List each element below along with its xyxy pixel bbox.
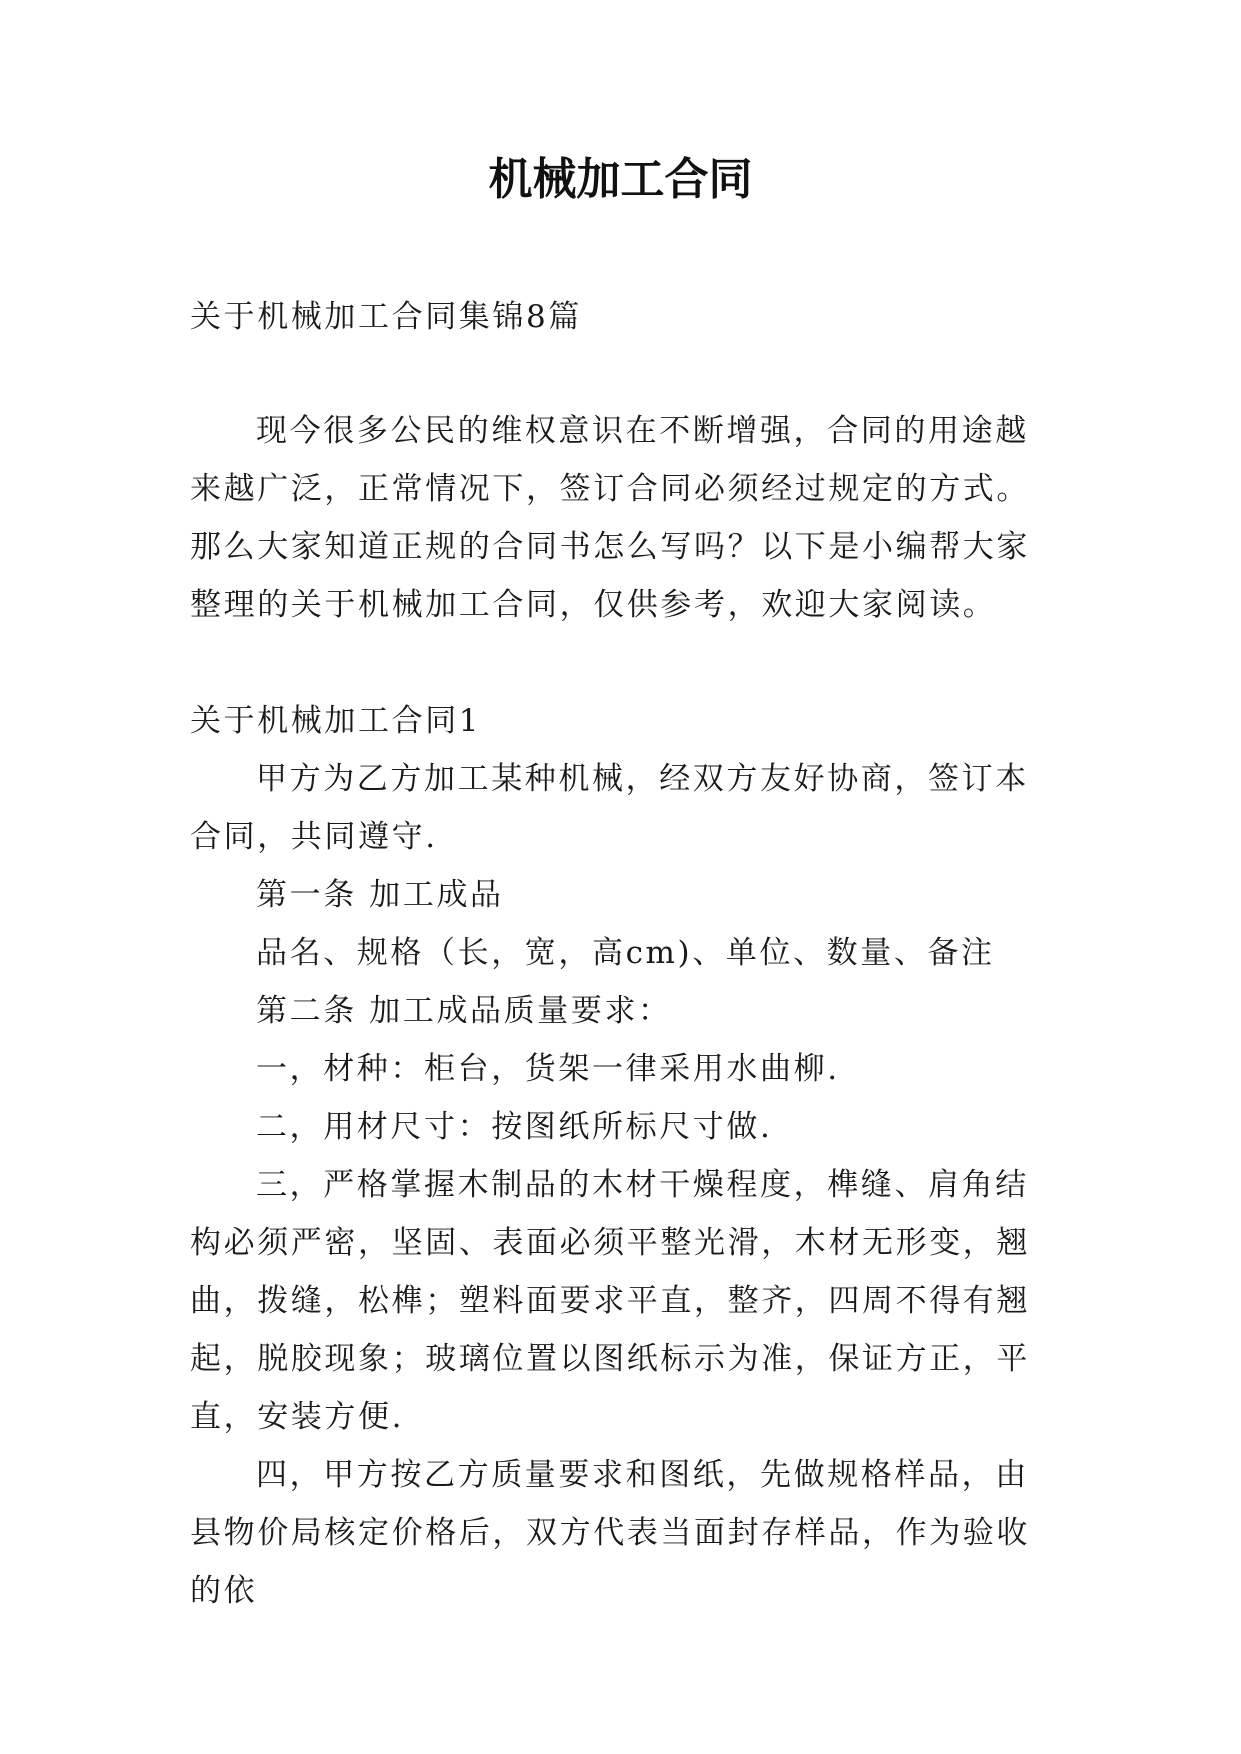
- spacer: [190, 346, 1062, 402]
- paragraph: 品名、规格（长，宽，高cm)、单位、数量、备注: [256, 935, 995, 971]
- paragraph: 甲方为乙方加工某种机械，经双方友好协商，签订本合同，共同遵守.: [190, 761, 1029, 855]
- intro-paragraph: 现今很多公民的维权意识在不断增强，合同的用途越来越广泛，正常情况下，签订合同必须经过规定的方式。那么大家知道正规的合同书怎么写吗？以下是小编帮大家整理的关于机械加工合同，仅供参考，欢迎大家阅读。: [190, 413, 1030, 623]
- paragraph: 二，用材尺寸：按图纸所标尺寸做.: [256, 1109, 773, 1145]
- paragraph: 一，材种：柜台，货架一律采用水曲柳.: [256, 1051, 840, 1087]
- section-heading: 关于机械加工合同1: [190, 703, 482, 739]
- document-body: [190, 288, 1062, 1620]
- subtitle: 关于机械加工合同集锦8篇: [190, 299, 582, 335]
- document-title: 机械加工合同: [488, 154, 753, 205]
- paragraph: 四，甲方按乙方质量要求和图纸，先做规格样品，由县物价局核定价格后，双方代表当面封存样品，作为验收的依: [190, 1457, 1030, 1609]
- spacer: [190, 634, 1062, 692]
- article-heading: 第一条 加工成品: [256, 877, 504, 913]
- paragraph: 三，严格掌握木制品的木材干燥程度，榫缝、肩角结构必须严密，坚固、表面必须平整光滑，木材无形变，翘曲，拨缝，松榫；塑料面要求平直，整齐，四周不得有翘起，脱胶现象；玻璃位置以图纸标示为准，保证方正，平直，安装方便.: [190, 1167, 1030, 1435]
- article-heading: 第二条 加工成品质量要求：: [256, 993, 672, 1029]
